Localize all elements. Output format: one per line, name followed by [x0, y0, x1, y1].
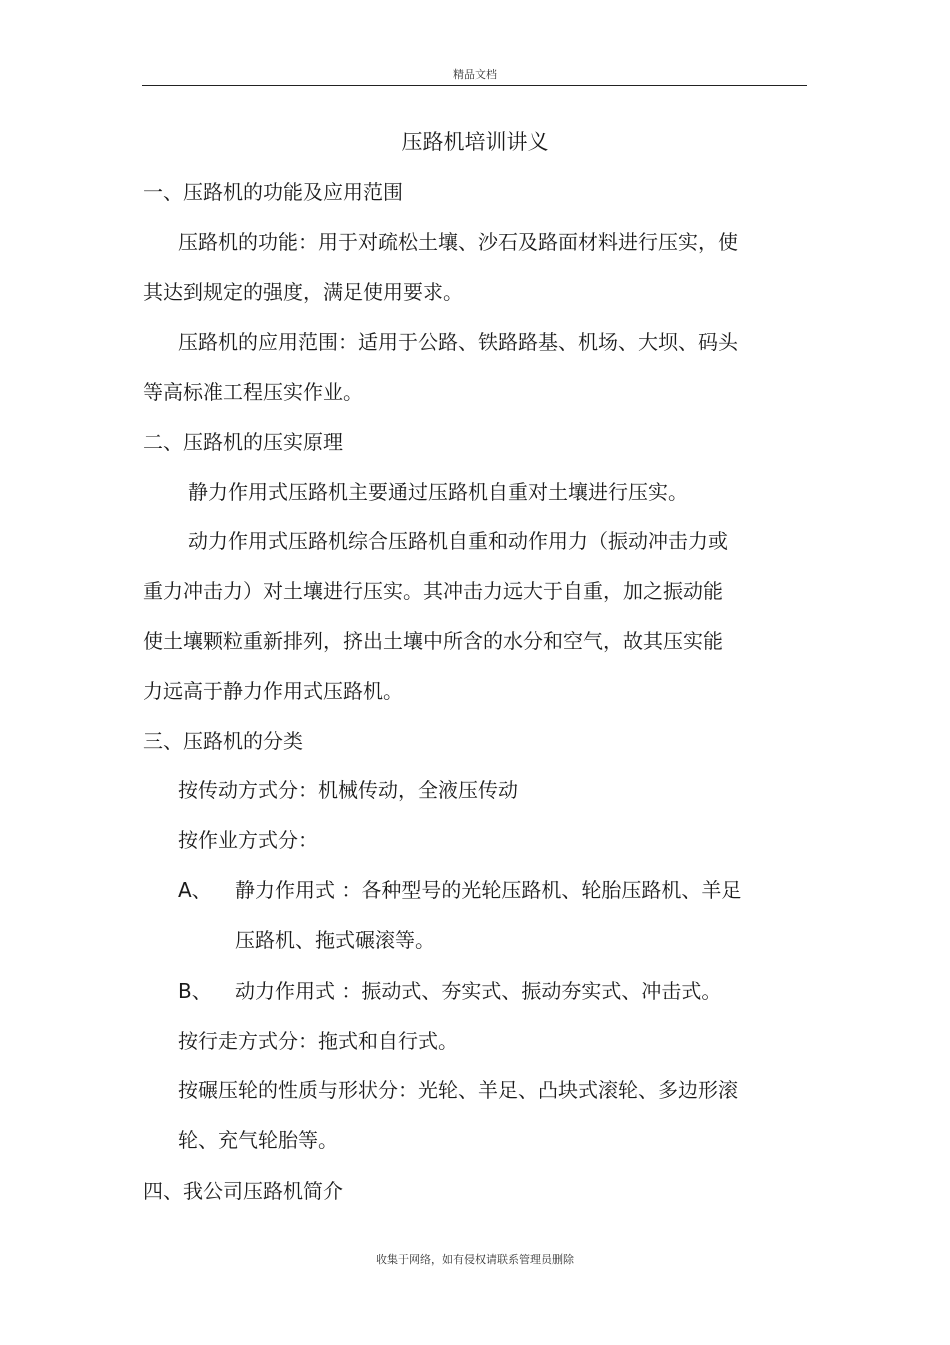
section-2-paragraph-2-line-1: 动力作用式压路机综合压路机自重和动作用力（振动冲击力或 [188, 529, 728, 553]
classification-by-travel: 按行走方式分：拖式和自行式。 [178, 1029, 458, 1053]
page-footer-label: 收集于网络，如有侵权请联系管理员删除 [376, 1253, 574, 1266]
section-3-heading: 三、压路机的分类 [143, 729, 303, 753]
section-1-paragraph-1-line-2: 其达到规定的强度，满足使用要求。 [143, 280, 463, 304]
section-1-heading: 一、压路机的功能及应用范围 [143, 180, 403, 204]
list-item-b-line-1: 动力作用式 ：振动式、夯实式、振动夯实式、冲击式。 [235, 979, 722, 1003]
section-2-paragraph-1: 静力作用式压路机主要通过压路机自重对土壤进行压实。 [188, 480, 688, 504]
list-item-b-marker: B、 [178, 979, 212, 1003]
section-2-heading: 二、压路机的压实原理 [143, 430, 343, 454]
classification-by-operation: 按作业方式分： [178, 828, 318, 852]
classification-by-wheel-line-2: 轮、充气轮胎等。 [178, 1128, 338, 1152]
header-rule [142, 85, 807, 86]
section-1-paragraph-2-line-2: 等高标准工程压实作业。 [143, 380, 363, 404]
section-2-paragraph-2-line-3: 使土壤颗粒重新排列，挤出土壤中所含的水分和空气，故其压实能 [143, 629, 723, 653]
classification-by-wheel-line-1: 按碾压轮的性质与形状分：光轮、羊足、凸块式滚轮、多边形滚 [178, 1078, 738, 1102]
section-1-paragraph-2-line-1: 压路机的应用范围：适用于公路、铁路路基、机场、大坝、码头 [178, 330, 738, 354]
document-title: 压路机培训讲义 [401, 130, 549, 154]
section-2-paragraph-2-line-4: 力远高于静力作用式压路机。 [143, 679, 403, 703]
section-2-paragraph-2-line-2: 重力冲击力）对土壤进行压实。其冲击力远大于自重，加之振动能 [143, 579, 723, 603]
list-item-a-marker: A、 [178, 878, 212, 902]
list-item-a-line-2: 压路机、拖式碾滚等。 [235, 928, 435, 952]
page-header-label: 精品文档 [453, 68, 497, 81]
list-item-a-line-1: 静力作用式 ：各种型号的光轮压路机、轮胎压路机、羊足 [235, 878, 742, 902]
section-4-heading: 四、我公司压路机简介 [143, 1179, 343, 1203]
section-1-paragraph-1-line-1: 压路机的功能：用于对疏松土壤、沙石及路面材料进行压实，使 [178, 230, 738, 254]
classification-by-transmission: 按传动方式分：机械传动，全液压传动 [178, 778, 518, 802]
